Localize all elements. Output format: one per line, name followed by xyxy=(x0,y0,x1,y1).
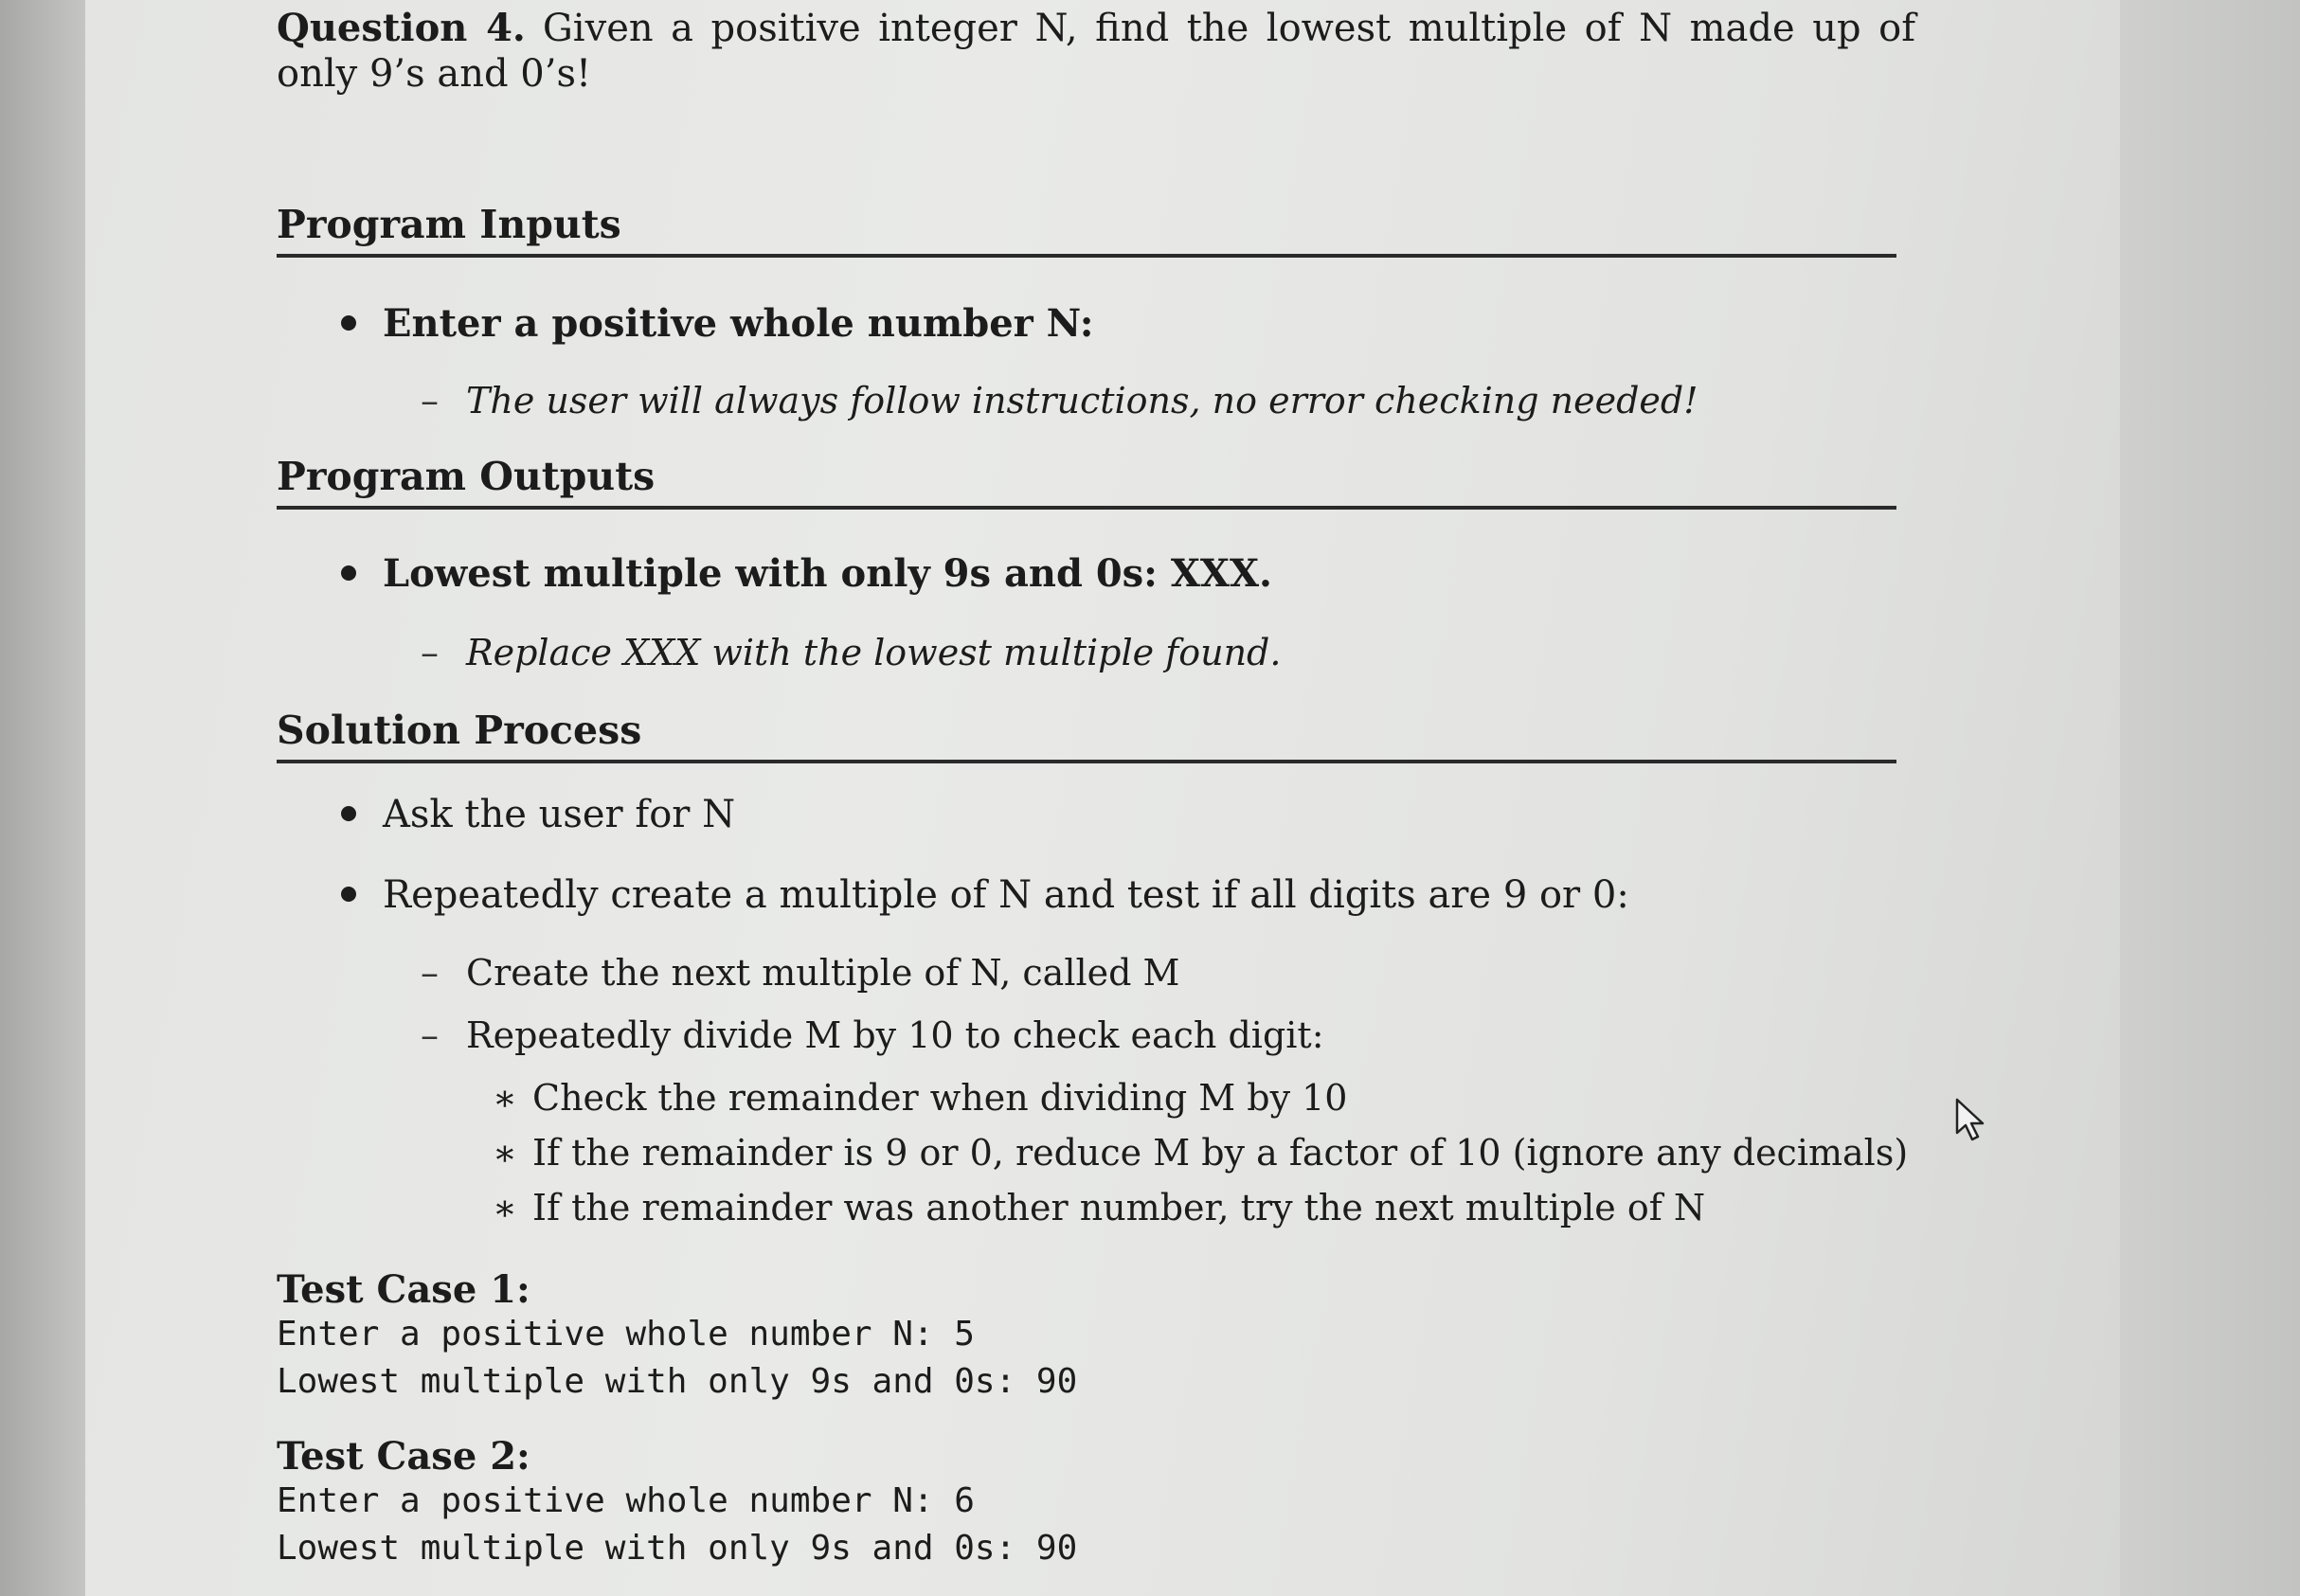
solution-step-2 xyxy=(341,872,1629,918)
test-case-1-input: Enter a positive whole number N: 5 xyxy=(277,1315,975,1354)
bullet-dot xyxy=(341,806,356,821)
dash-marker: – xyxy=(421,632,439,673)
solution-sub-1-text: Create the next multiple of N, called M xyxy=(466,952,1180,994)
section-program-outputs xyxy=(277,453,1896,510)
dash-marker: – xyxy=(421,380,439,421)
solution-detail-2-text: If the remainder is 9 or 0, reduce M by a factor of 10 (ignore any decimals) xyxy=(532,1132,1909,1174)
solution-step-1 xyxy=(341,792,735,837)
solution-detail-2 xyxy=(493,1131,1908,1175)
section-solution-process xyxy=(277,707,1896,763)
section-title-inputs: Program Inputs xyxy=(277,201,1896,258)
test-case-1-output: Lowest multiple with only 9s and 0s: 90 xyxy=(277,1362,1078,1401)
solution-step-2-text: Repeatedly create a multiple of N and test if all digits are 9 or 0: xyxy=(383,873,1629,917)
solution-sub-1 xyxy=(421,951,1179,995)
bullet-dot xyxy=(341,315,356,331)
asterisk-marker: ∗ xyxy=(493,1132,517,1174)
solution-detail-1 xyxy=(493,1076,1347,1120)
screen-right-area xyxy=(2120,0,2300,1596)
output-note xyxy=(421,631,1281,674)
test-case-2-output: Lowest multiple with only 9s and 0s: 90 xyxy=(277,1529,1078,1568)
bullet-dot xyxy=(341,565,356,581)
section-title-outputs: Program Outputs xyxy=(277,453,1896,510)
input-note-text: The user will always follow instructions, no error checking needed! xyxy=(466,380,1698,421)
question-heading xyxy=(277,6,1915,97)
test-case-2-title: Test Case 2: xyxy=(277,1434,530,1479)
section-title-solution: Solution Process xyxy=(277,707,1896,763)
mouse-pointer-icon xyxy=(1953,1097,1991,1144)
output-bullet xyxy=(341,551,1272,597)
dash-marker: – xyxy=(421,1014,439,1056)
solution-detail-3-text: If the remainder was another number, try the next multiple of N xyxy=(532,1187,1706,1228)
bullet-dot xyxy=(341,887,356,902)
input-bullet-text: Enter a positive whole number N: xyxy=(383,301,1094,346)
input-note xyxy=(421,379,1698,422)
section-program-inputs xyxy=(277,201,1896,258)
dash-marker: – xyxy=(421,952,439,994)
asterisk-marker: ∗ xyxy=(493,1077,517,1119)
output-bullet-text: Lowest multiple with only 9s and 0s: XXX. xyxy=(383,551,1272,596)
test-case-1-title: Test Case 1: xyxy=(277,1267,530,1312)
asterisk-marker: ∗ xyxy=(493,1187,517,1228)
solution-sub-2-text: Repeatedly divide M by 10 to check each digit: xyxy=(466,1014,1324,1056)
screen-left-edge xyxy=(0,0,85,1596)
test-case-2-input: Enter a positive whole number N: 6 xyxy=(277,1481,975,1520)
output-note-text: Replace XXX with the lowest multiple found. xyxy=(466,632,1282,673)
question-text: Given a positive integer N, find the lowest multiple of N made up of only 9’s and 0’s! xyxy=(277,7,1915,96)
solution-sub-2 xyxy=(421,1013,1324,1057)
input-bullet xyxy=(341,301,1094,347)
solution-detail-1-text: Check the remainder when dividing M by 10 xyxy=(532,1077,1348,1119)
solution-step-1-text: Ask the user for N xyxy=(383,793,736,836)
question-label: Question 4. xyxy=(277,6,526,50)
solution-detail-3 xyxy=(493,1186,1705,1229)
